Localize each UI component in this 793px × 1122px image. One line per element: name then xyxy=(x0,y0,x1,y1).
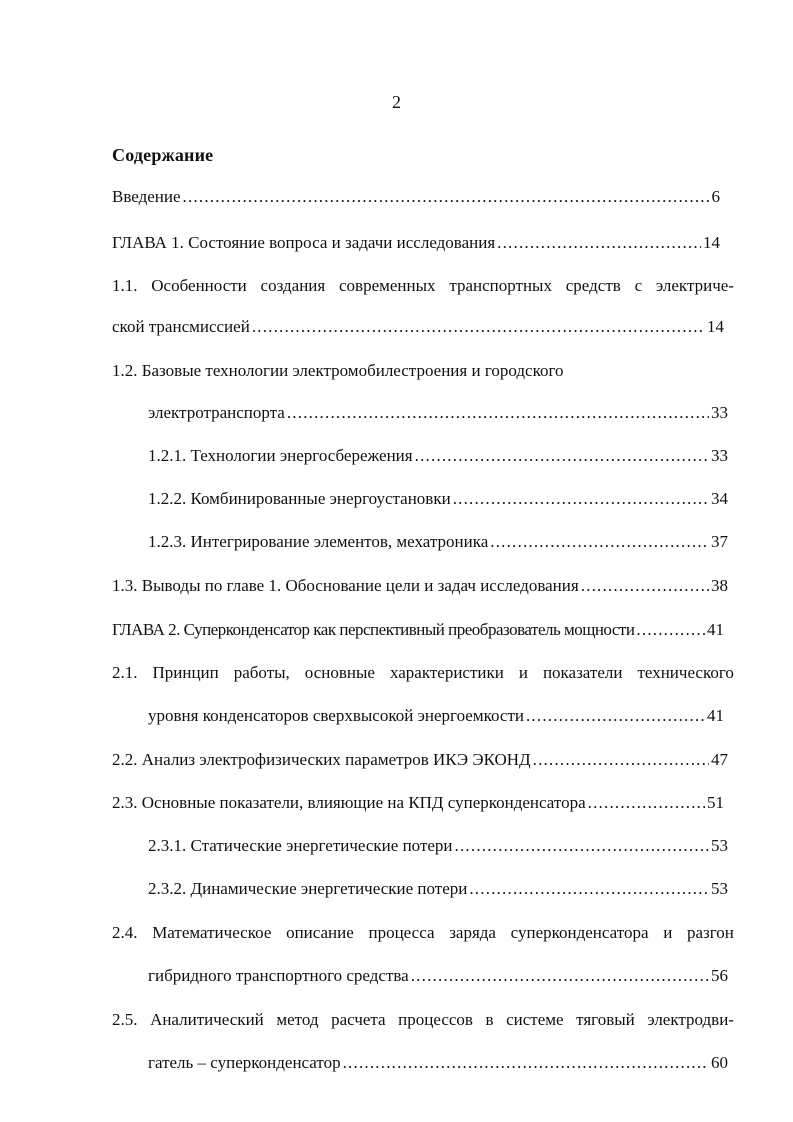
toc-entry-page: 47 xyxy=(711,750,728,769)
toc-entry-2-1-line2 xyxy=(148,706,724,726)
toc-entry-page: 34 xyxy=(711,489,728,508)
toc-entry-text: 1.3. Выводы по главе 1. Обоснование цели и задач исследования xyxy=(112,576,579,595)
toc-word: и xyxy=(663,923,673,942)
toc-word: описание xyxy=(286,923,354,942)
toc-entry-page: 6 xyxy=(711,187,720,206)
toc-entry-text: 2.3.1. Статические энергетические потери xyxy=(148,836,453,855)
toc-entry-1-3 xyxy=(112,576,728,596)
toc-title: Содержание xyxy=(112,145,214,165)
toc-leader-dots xyxy=(287,403,709,423)
toc-leader-dots xyxy=(453,489,709,509)
toc-entry-text: 1.2.2. Комбинированные энергоустановки xyxy=(148,489,451,508)
toc-word: показатели xyxy=(542,663,623,682)
toc-entry-2-1-line1 xyxy=(112,663,734,683)
toc-entry-2-2 xyxy=(112,750,728,770)
toc-entry-page: 14 xyxy=(707,317,724,336)
toc-entry-intro xyxy=(112,187,720,207)
toc-entry-text: Введение xyxy=(112,187,181,206)
toc-word: электродви- xyxy=(647,1010,734,1029)
toc-entry-page: 53 xyxy=(711,836,728,855)
toc-entry-1-1-line2 xyxy=(112,317,724,337)
toc-word: расчета xyxy=(331,1010,386,1029)
toc-word: Особенности xyxy=(151,276,247,295)
toc-leader-dots xyxy=(455,836,709,856)
toc-word: суперконденсатора xyxy=(510,923,649,942)
toc-entry-page: 33 xyxy=(711,446,728,465)
toc-entry-page: 56 xyxy=(711,966,728,985)
toc-leader-dots xyxy=(636,620,705,640)
toc-entry-2-5-line1 xyxy=(112,1010,734,1030)
toc-leader-dots xyxy=(490,532,709,552)
toc-word: процесса xyxy=(368,923,435,942)
toc-entry-2-3-2 xyxy=(148,879,728,899)
toc-leader-dots xyxy=(497,233,701,253)
toc-entry-text: уровня конденсаторов сверхвысокой энергоемкости xyxy=(148,706,524,725)
toc-word: 2.4. xyxy=(112,923,138,942)
toc-entry-1-2-3 xyxy=(148,532,728,552)
toc-word: тяговый xyxy=(576,1010,635,1029)
toc-entry-text: гатель – суперконденсатор xyxy=(148,1053,341,1072)
toc-entry-page: 41 xyxy=(707,706,724,725)
toc-word: характеристики xyxy=(389,663,504,682)
toc-leader-dots xyxy=(252,317,705,337)
toc-entry-2-5-line2 xyxy=(148,1053,728,1073)
toc-entry-1-2-2 xyxy=(148,489,728,509)
toc-word: электриче- xyxy=(655,276,734,295)
toc-entry-text: ской трансмиссией xyxy=(112,317,250,336)
toc-leader-dots xyxy=(469,879,709,899)
toc-leader-dots xyxy=(343,1053,709,1073)
toc-entry-page: 38 xyxy=(711,576,728,595)
toc-word: заряда xyxy=(449,923,496,942)
toc-entry-2-3 xyxy=(112,793,724,813)
toc-leader-dots xyxy=(588,793,705,813)
toc-entry-page: 14 xyxy=(703,233,720,252)
toc-leader-dots xyxy=(533,750,709,770)
toc-word: Аналитический xyxy=(150,1010,264,1029)
toc-entry-text: 2.3. Основные показатели, влияющие на КПД суперконденсатора xyxy=(112,793,586,812)
toc-entry-chapter-2 xyxy=(112,620,724,640)
toc-word: 2.5. xyxy=(112,1010,138,1029)
toc-entry-text: 2.3.2. Динамические энергетические потери xyxy=(148,879,468,898)
toc-word: технического xyxy=(637,663,734,682)
toc-leader-dots xyxy=(411,966,709,986)
toc-entry-1-2-line1: 1.2. Базовые технологии электромобилестроения и городского xyxy=(112,361,564,380)
toc-entry-2-4-line1 xyxy=(112,923,734,943)
toc-word: разгон xyxy=(687,923,734,942)
toc-word: средств xyxy=(565,276,621,295)
toc-word: 2.1. xyxy=(112,663,138,682)
toc-leader-dots xyxy=(415,446,709,466)
toc-word: 1.1. xyxy=(112,276,138,295)
page-number: 2 xyxy=(392,92,401,112)
toc-word: работы, xyxy=(233,663,290,682)
toc-word: Математическое xyxy=(152,923,272,942)
toc-entry-2-3-1 xyxy=(148,836,728,856)
toc-entry-1-1-line1 xyxy=(112,276,734,296)
toc-entry-text: 1.2.1. Технологии энергосбережения xyxy=(148,446,413,465)
toc-word: и xyxy=(518,663,528,682)
toc-leader-dots xyxy=(526,706,705,726)
toc-entry-text: ГЛАВА 1. Состояние вопроса и задачи исследования xyxy=(112,233,496,252)
toc-entry-page: 33 xyxy=(711,403,728,422)
toc-entry-text: электротранспорта xyxy=(148,403,285,422)
toc-entry-text: 1.2.3. Интегрирование элементов, мехатроника xyxy=(148,532,489,551)
toc-word: с xyxy=(634,276,643,295)
toc-entry-page: 51 xyxy=(707,793,724,812)
toc-entry-text: ГЛАВА 2. Суперконденсатор как перспективный преобразователь мощности xyxy=(112,620,635,639)
toc-word: основные xyxy=(304,663,375,682)
toc-entry-page: 37 xyxy=(711,532,728,551)
toc-word: Принцип xyxy=(152,663,219,682)
toc-entry-chapter-1 xyxy=(112,233,720,253)
toc-entry-page: 53 xyxy=(711,879,728,898)
toc-entry-page: 41 xyxy=(707,620,724,639)
toc-word: транспортных xyxy=(449,276,552,295)
toc-word: современных xyxy=(339,276,436,295)
toc-entry-1-2-line2 xyxy=(148,403,728,423)
toc-word: в xyxy=(485,1010,494,1029)
toc-entry-2-4-line2 xyxy=(148,966,728,986)
toc-word: создания xyxy=(260,276,326,295)
toc-entry-1-2-1 xyxy=(148,446,728,466)
toc-entry-text: гибридного транспортного средства xyxy=(148,966,409,985)
toc-word: метод xyxy=(276,1010,319,1029)
toc-word: системе xyxy=(506,1010,564,1029)
toc-leader-dots xyxy=(183,187,710,207)
toc-word: процессов xyxy=(398,1010,473,1029)
toc-leader-dots xyxy=(581,576,709,596)
toc-entry-page: 60 xyxy=(711,1053,728,1072)
toc-entry-text: 2.2. Анализ электрофизических параметров ИКЭ ЭКОНД xyxy=(112,750,531,769)
